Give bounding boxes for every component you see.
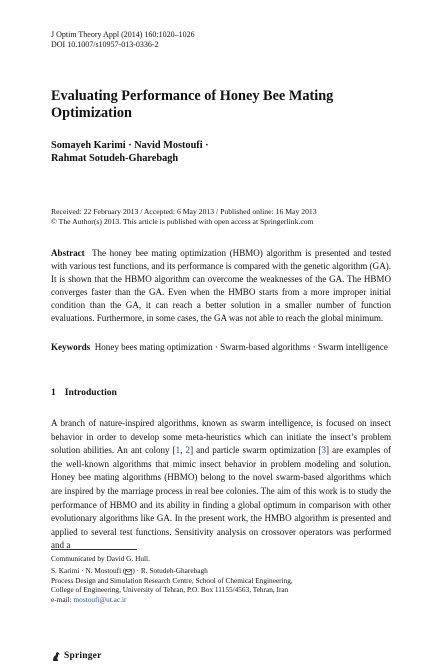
footnotes [51, 554, 391, 604]
paper-title: Evaluating Performance of Honey Bee Mating Optimization [51, 88, 334, 121]
reference-separator: , [180, 445, 186, 456]
abstract-label: Abstract [51, 248, 85, 258]
reference-link-2[interactable]: 2 [185, 445, 191, 456]
publication-history [51, 207, 391, 227]
intro-text-part-1: A branch of nature-inspired algorithms, known as swarm intelligence, is focused on insect behavior in order to develop some meta-heuristics which can initiate the insect’s problem solution abilities. An ant colony [ [51, 418, 391, 456]
publisher-logo [51, 649, 102, 663]
section-heading-introduction [51, 387, 117, 398]
footnote-divider [51, 549, 137, 550]
keywords-text: Honey bees mating optimization · Swarm-based algorithms · Swarm intelligence [94, 342, 388, 352]
keywords [51, 341, 391, 354]
reference-link-1[interactable]: 1 [175, 445, 181, 456]
contact-email [51, 595, 391, 604]
affiliation-line-2: College of Engineering, University of Tehran, P.O. Box 11155/4563, Tehran, Iran [51, 585, 289, 595]
copyright-notice: © The Author(s) 2013. This article is published with open access at Springerlink.com [51, 217, 314, 226]
history-dates: Received: 22 February 2013 / Accepted: 6 May 2013 / Published online: 16 May 2013 [51, 207, 317, 216]
journal-citation: J Optim Theory Appl (2014) 160:1020–1026 [51, 30, 195, 39]
keywords-label: Keywords [51, 342, 91, 352]
section-number: 1 [51, 387, 56, 398]
intro-text-part-3: ] are examples of the well-known algorithms that mimic insect behavior in problem modeling and solution. Honey bee mating algorithms (HBMO) belong to the novel swarm-based algorithms which are inspired by the marriage process in real bee colonies. The aim of this work is to study the performance of HBMO and its ability in finding a global optimum in comparison with other evolutionary algorithms like GA. In the present work, the HMBO algorithm is presented and applied to several test functions. Sensitivity analysis on crossover operators was performed and a [51, 445, 392, 551]
author-affiliation-names [51, 566, 391, 575]
authors-line-1: Somayeh Karimi · Navid Mostoufi · [51, 140, 209, 151]
author-list [51, 139, 381, 165]
affiliation-authors-part-2: ) · R. Sotudeh-Gharebagh [132, 566, 208, 576]
intro-text-part-2: ] and particle swarm optimization [ [190, 445, 322, 456]
abstract [51, 247, 391, 325]
reference-link-3[interactable]: 3 [321, 445, 327, 456]
doi: DOI 10.1007/s10957-013-0336-2 [51, 39, 159, 49]
affiliation-authors-part-1: S. Karimi · N. Mostoufi ( [51, 566, 126, 576]
section-title: Introduction [64, 387, 117, 398]
email-label: e-mail: [51, 594, 74, 604]
publisher-name: Springer [64, 651, 102, 661]
email-link[interactable]: mostoufi@ut.ac.ir [73, 594, 127, 604]
running-header [51, 30, 195, 49]
affiliation-line-1: Process Design and Simulation Research Centre, School of Chemical Engineering, [51, 575, 293, 585]
springer-horse-icon [51, 651, 61, 662]
communicated-by: Communicated by David G. Hull. [51, 554, 150, 563]
abstract-text: The honey bee mating optimization (HBMO) algorithm is presented and tested with various test functions, and its performance is compared with the genetic algorithm (GA). It is shown that the HBMO algorithm can overcome the weaknesses of the GA. The HBMO converges faster than the GA. Even when the HMBO starts from a more improper initial condition than the GA, it can reach a better solution in a smaller number of function evaluations. Furthermore, in some cases, the GA was not able to reach the global minimum. [51, 248, 391, 323]
introduction-paragraph [51, 417, 391, 553]
authors-line-2: Rahmat Sotudeh-Gharebagh [51, 153, 179, 164]
